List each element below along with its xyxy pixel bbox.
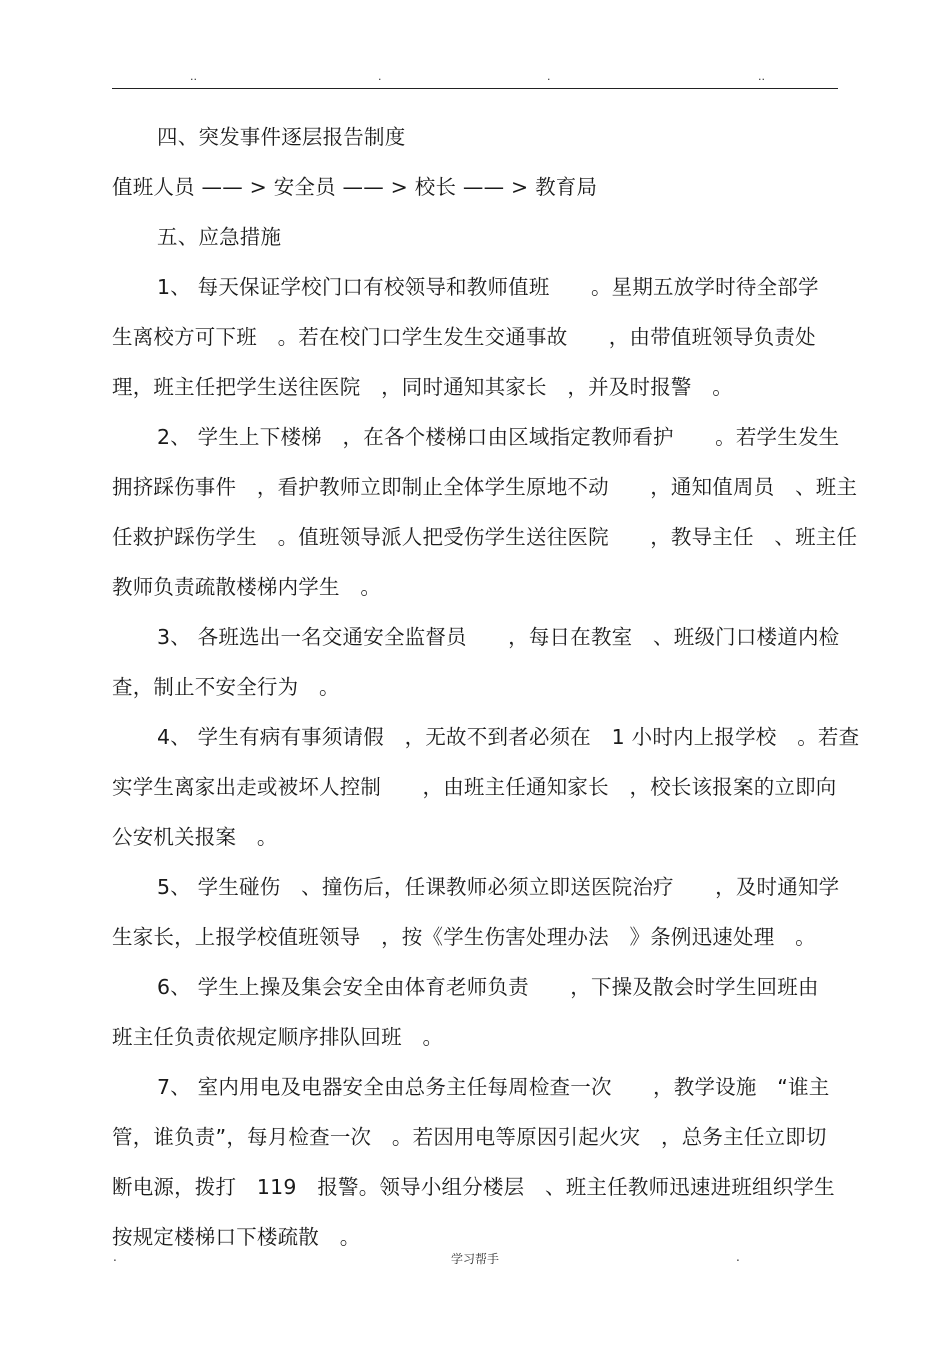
header-mark-1: .. bbox=[190, 70, 197, 83]
text-line: 拥挤踩伤事件 ，看护教师立即制止全体学生原地不动 ，通知值周员 、班主 bbox=[112, 475, 858, 499]
text-line: 教师负责疏散楼梯内学生 。 bbox=[112, 575, 382, 599]
page-header-marks bbox=[0, 70, 950, 84]
header-mark-3: . bbox=[547, 70, 551, 83]
section-heading-4: 四、突发事件逐层报告制度 bbox=[157, 125, 406, 149]
text-line: 查，制止不安全行为 。 bbox=[112, 675, 340, 699]
text-line: 管，谁负责”，每月检查一次 。若因用电等原因引起火灾 ，总务主任立即切 bbox=[112, 1125, 827, 1149]
footer-left-mark: . bbox=[113, 1250, 117, 1264]
document-body bbox=[112, 112, 860, 1262]
text-line: 任救护踩伤学生 。值班领导派人把受伤学生送往医院 ，教导主任 、班主任 bbox=[112, 525, 858, 549]
footer-label: 学习帮手 bbox=[450, 1252, 499, 1266]
report-chain-line: 值班人员 —— > 安全员 —— > 校长 —— > 教育局 bbox=[112, 175, 598, 199]
text-line: 5、 学生碰伤 、撞伤后，任课教师必须立即送医院治疗 ，及时通知学 bbox=[157, 875, 840, 899]
text-line: 按规定楼梯口下楼疏散 。 bbox=[112, 1225, 361, 1249]
text-line: 3、 各班选出一名交通安全监督员 ，每日在教室 、班级门口楼道内检 bbox=[157, 625, 840, 649]
text-line: 7、 室内用电及电器安全由总务主任每周检查一次 ，教学设施 “谁主 bbox=[157, 1075, 830, 1099]
header-rule bbox=[112, 88, 838, 89]
text-line: 生离校方可下班 。若在校门口学生发生交通事故 ，由带值班领导负责处 bbox=[112, 325, 816, 349]
text-line: 断电源，拨打 119 报警。领导小组分楼层 、班主任教师迅速进班组织学生 bbox=[112, 1175, 835, 1199]
text-line: 班主任负责依规定顺序排队回班 。 bbox=[112, 1025, 444, 1049]
text-line: 2、 学生上下楼梯 ，在各个楼梯口由区域指定教师看护 。若学生发生 bbox=[157, 425, 840, 449]
text-line: 4、 学生有病有事须请假 ，无故不到者必须在 1 小时内上报学校 。若查 bbox=[157, 725, 860, 749]
section-heading-5: 五、应急措施 bbox=[157, 225, 282, 249]
text-line: 理，班主任把学生送往医院 ，同时通知其家长 ，并及时报警 。 bbox=[112, 375, 733, 399]
text-line: 生家长，上报学校值班领导 ，按《学生伤害处理办法 》条例迅速处理 。 bbox=[112, 925, 816, 949]
text-line: 实学生离家出走或被坏人控制 ，由班主任通知家长 ，校长该报案的立即向 bbox=[112, 775, 837, 799]
text-line: 公安机关报案 。 bbox=[112, 825, 278, 849]
footer-right-mark: . bbox=[736, 1250, 740, 1264]
header-mark-4: .. bbox=[758, 70, 765, 83]
text-line: 1、 每天保证学校门口有校领导和教师值班 。星期五放学时待全部学 bbox=[157, 275, 819, 299]
text-line: 6、 学生上操及集会安全由体育老师负责 ，下操及散会时学生回班由 bbox=[157, 975, 819, 999]
header-mark-2: . bbox=[378, 70, 382, 83]
